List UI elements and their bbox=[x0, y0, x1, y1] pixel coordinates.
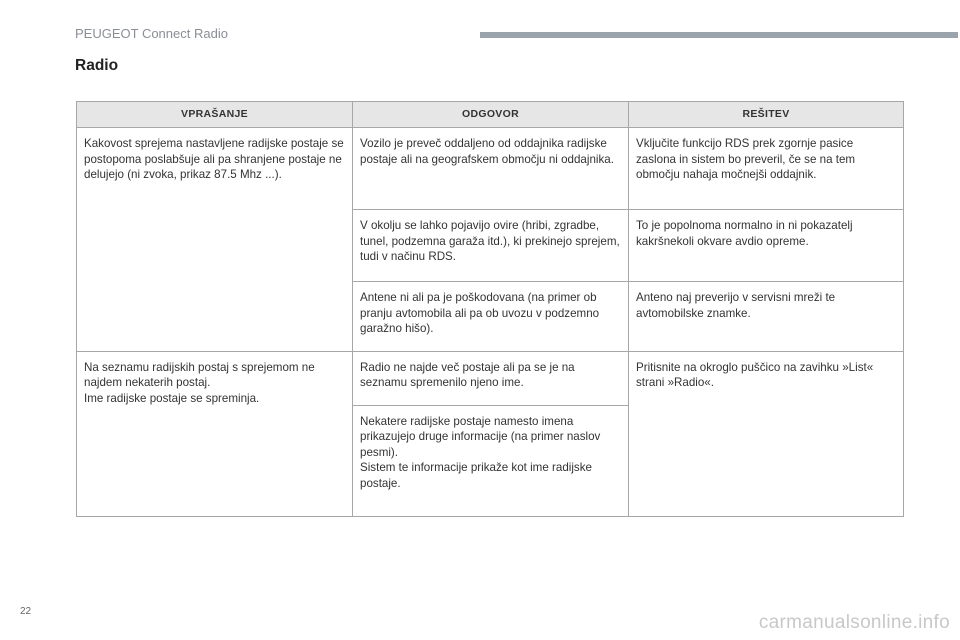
question-text: Na seznamu radijskih postaj s sprejemom ne najdem nekaterih postaj. Ime radijske postaje se spreminja. bbox=[84, 360, 315, 405]
solution-cell bbox=[629, 128, 904, 210]
solution-cell bbox=[629, 351, 904, 516]
faq-table bbox=[76, 101, 904, 517]
table-header-row bbox=[77, 102, 904, 128]
answer-text: Nekatere radijske postaje namesto imena prikazujejo druge informacije (na primer naslov pesmi). Sistem te informacije prikaže kot ime radijske postaje. bbox=[360, 414, 601, 490]
solution-text: To je popolnoma normalno in ni pokazatelj kakršnekoli okvare avdio opreme. bbox=[636, 219, 853, 248]
question-cell bbox=[77, 351, 353, 516]
table-row bbox=[77, 351, 904, 405]
page-number: 22 bbox=[20, 606, 32, 617]
answer-text: Vozilo je preveč oddaljeno od oddajnika radijske postaje ali na geografskem območju ni oddajnika. bbox=[360, 137, 614, 166]
answer-text: Antene ni ali pa je poškodovana (na primer ob pranju avtomobila ali pa ob uvozu v podzemno garažno hišo). bbox=[360, 291, 600, 335]
header-bar bbox=[480, 32, 958, 38]
question-text: Kakovost sprejema nastavljene radijske postaje se postopoma poslabšuje ali pa shranjene postaje ne delujejo (ni zvoka, prikaz 87.5 Mhz ...). bbox=[84, 137, 344, 181]
answer-text: Radio ne najde več postaje ali pa se je na seznamu spremenilo njeno ime. bbox=[360, 360, 575, 389]
answer-cell bbox=[353, 282, 629, 352]
header-answer: ODGOVOR bbox=[353, 102, 629, 128]
solution-text: Pritisnite na okroglo puščico na zavihku »List« strani »Radio«. bbox=[636, 360, 874, 389]
answer-cell bbox=[353, 405, 629, 516]
solution-text: Anteno naj preverijo v servisni mreži te avtomobilske znamke. bbox=[636, 291, 836, 320]
solution-cell bbox=[629, 210, 904, 282]
solution-cell bbox=[629, 282, 904, 352]
header-solution: REŠITEV bbox=[629, 102, 904, 128]
header-title: PEUGEOT Connect Radio bbox=[75, 26, 228, 41]
answer-text: V okolju se lahko pojavijo ovire (hribi, zgradbe, tunel, podzemna garaža itd.), ki prekinejo sprejem, tudi v načinu RDS. bbox=[360, 219, 620, 263]
header-question: VPRAŠANJE bbox=[77, 102, 353, 128]
table-row bbox=[77, 128, 904, 210]
section-title: Radio bbox=[75, 57, 119, 74]
watermark: carmanualsonline.info bbox=[758, 612, 950, 633]
answer-cell bbox=[353, 128, 629, 210]
answer-cell bbox=[353, 351, 629, 405]
question-cell bbox=[77, 128, 353, 352]
solution-text: Vključite funkcijo RDS prek zgornje pasice zaslona in sistem bo preveril, če se na tem območju nahaja močnejši oddajnik. bbox=[636, 137, 856, 181]
answer-cell bbox=[353, 210, 629, 282]
